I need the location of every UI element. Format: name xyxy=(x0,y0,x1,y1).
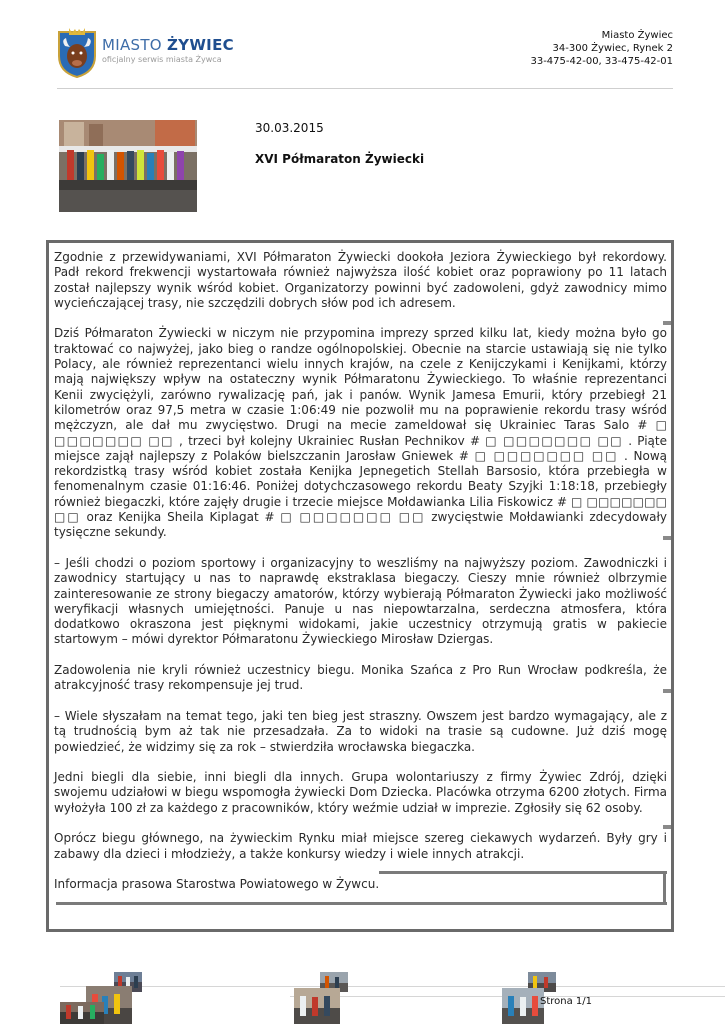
gallery-photo[interactable] xyxy=(60,1002,104,1024)
paragraph: – Wiele słyszałam na temat tego, jaki ten bieg jest straszny. Owszem jest bardzo wymagający, ale z tą trudnością bym aż tak nie przesadzała. Za to widoki na trasie są cudowne. Już dziś mogę powiedzieć, że widzimy się za rok – stwierdziła wrocławska biegaczka. xyxy=(54,708,667,754)
paragraph: Dziś Półmaraton Żywiecki w niczym nie przypomina imprezy sprzed kilku lat, kiedy można było go traktować co najwyżej, jako bieg o randze ogólnopolskiej. Obecnie na starcie ustawiają się nie tylko Polacy, ale również reprezentanci wielu innych krajów, na czele z Kenijczykami i Kenijkami, którzy mają największy wpływ na ostateczny wynik Półmaratonu Żywieckiego. To właśnie reprezentanci Kenii zwyciężyli, zarówno rywalizację pań, jak i panów. Wynik Jamesa Emurii, który przebiegł 21 kilometrów oraz 97,5 metra w czasie 1:06:49 nie pozwolił mu na poprawienie rekordu trasy wśród mężczyzn, ale dał mu zwycięstwo. Drugi na mecie zameldował się Ukrainiec Taras Salo # □ □□□□□□□ □□ , trzeci był kolejny Ukrainiec Rusłan Pechnikov # □ □□□□□□□ □□ . Piąte miejsce zajął najlepszy z Polaków bielszczanin Jarosław Gniewek # □ □□□□□□□ □□ . Nową rekordzistką trasy wśród kobiet została Kenijka Jepnegetich Stellah Barsosio, która przebiegła w fenomenalnym czasie 01:16:46. Poniżej dotychczasowego rekordu Beaty Szyjki 1:18:18, przebiegły również biegaczki, które zajęły drugie i trzecie miejsce Mołdawianka Lilia Fiskowicz # □ □□□□□□□ □□ oraz Kenijka Sheila Kiplagat # □ □□□□□□□ □□ zwycięstwie Mołdawianki zdecydowały tysięczne sekundy. xyxy=(54,326,667,540)
brand[interactable] xyxy=(102,36,234,64)
brand-name: MIASTO ŻYWIEC xyxy=(102,36,234,54)
article-body xyxy=(54,250,667,908)
paragraph: – Jeśli chodzi o poziom sportowy i organizacyjny to weszliśmy na najwyższy poziom. Zawodniczki i zawodnicy startujący u nas to naprawdę ekstraklasa biegaczy. Cieszy mnie również olbrzymie zainteresowanie ze strony biegaczy amatorów, którzy wybierają Półmaraton Żywiecki jako możliwość weryfikacji własnych umiejętności. Panuje u nas niepowtarzalna, serdeczna atmosfera, która dodatkowo okraszona jest pięknymi widokami, jakie uczestnicy otrzymują gratis w pakiecie startowym – mówi dyrektor Półmaratonu Żywieckiego Mirosław Dziergas. xyxy=(54,555,667,647)
gallery-guide xyxy=(60,986,725,987)
address-line-street: 34-300 Żywiec, Rynek 2 xyxy=(552,43,673,54)
article-thumbnail[interactable] xyxy=(59,120,197,212)
address-block xyxy=(530,29,673,68)
page-number: Strona 1/1 xyxy=(540,996,593,1007)
gallery-photo[interactable] xyxy=(502,988,544,1024)
paragraph: Oprócz biegu głównego, na żywieckim Rynku miał miejsce szereg ciekawych wydarzeń. Były gry i zabawy dla dzieci i młodzieży, a także konkursy wiedzy i wiele innych atrakcji. xyxy=(54,831,667,861)
frame-rule xyxy=(56,902,667,905)
gallery-photo[interactable] xyxy=(294,988,340,1024)
brand-tagline: oficjalny serwis miasta Żywca xyxy=(102,55,222,64)
paragraph: Informacja prasowa Starostwa Powiatowego w Żywcu. xyxy=(54,877,380,892)
header-divider xyxy=(57,88,673,89)
paragraph: Jedni biegli dla siebie, inni biegli dla innych. Grupa wolontariuszy z firmy Żywiec Zdrój, dzięki swojemu udziałowi w biegu wspomogła żywiecki Dom Dziecka. Placówka otrzyma 6200 złotych. Firma wyłożyła 100 zł za każdego z pracowników, który weźmie udział w imprezie. Zgłosiły się 62 osoby. xyxy=(54,770,667,815)
article-date: 30.03.2015 xyxy=(255,121,324,135)
city-crest-logo xyxy=(57,26,97,78)
paragraph: Zgodnie z przewidywaniami, XVI Półmaraton Żywiecki dookoła Jeziora Żywieckiego był rekordowy. Padł rekord frekwencji wystartowała również najwyższa ilość kobiet oraz poprawiony po 11 latach został najlepszy wynik wśród kobiet. Organizatorzy powinni być zadowoleni, gdyż zawodnicy mimo wycieńczającej trasy, nie szczędzili dobrych słów pod ich adresem. xyxy=(54,250,667,310)
paragraph: Zadowolenia nie kryli również uczestnicy biegu. Monika Szańca z Pro Run Wrocław podkreśla, że atrakcyjność trasy rekompensuje jej trud. xyxy=(54,663,667,693)
frame-rule xyxy=(663,871,666,905)
address-line-city: Miasto Żywiec xyxy=(601,30,673,41)
frame-rule xyxy=(379,871,667,874)
article-title: XVI Półmaraton Żywiecki xyxy=(255,152,425,166)
article-body-frame xyxy=(46,240,674,932)
address-line-phones: 33-475-42-00, 33-475-42-01 xyxy=(530,56,673,67)
